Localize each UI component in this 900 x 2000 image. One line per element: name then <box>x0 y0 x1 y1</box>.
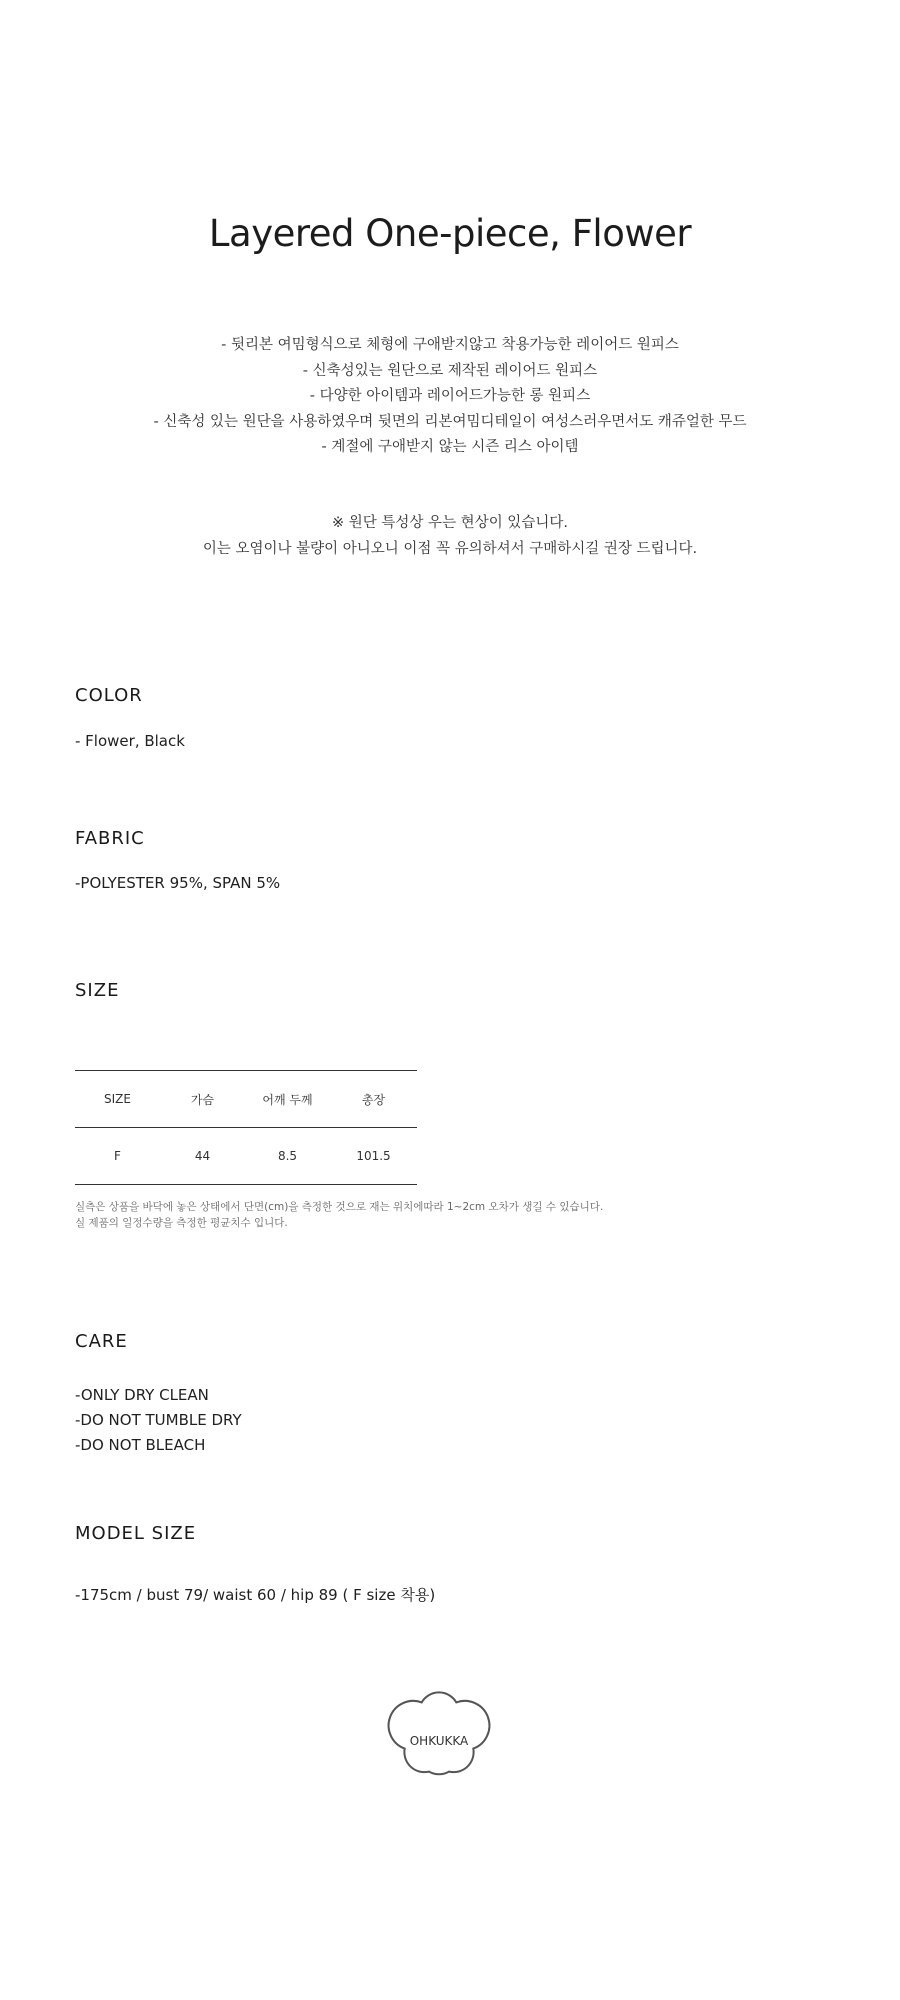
table-header-cell: 가슴 <box>190 1092 215 1107</box>
description-line: - 신축성있는 원단으로 제작된 레이어드 원피스 <box>302 362 598 379</box>
fabric-text: -POLYESTER 95%, SPAN 5% <box>75 874 281 892</box>
care-heading: CARE <box>75 1331 128 1352</box>
logo-text: OHKUKKA <box>409 1734 469 1748</box>
color-text: - Flower, Black <box>75 732 185 750</box>
size-notes <box>75 1199 603 1231</box>
notice-line: 이는 오염이나 불량이 아니오니 이점 꼭 유의하셔서 구매하시길 권장 드립니다. <box>202 540 698 557</box>
table-header-cell: SIZE <box>104 1092 131 1106</box>
table-header-cell: 총장 <box>361 1092 386 1107</box>
table-cell: 44 <box>194 1149 211 1163</box>
size-note-line: 실 제품의 일정수량을 측정한 평균치수 입니다. <box>75 1217 288 1229</box>
fabric-heading: FABRIC <box>75 828 145 849</box>
page-title: Layered One-piece, Flower <box>208 212 692 255</box>
description-line: - 뒷리본 여밈형식으로 체형에 구애받지않고 착용가능한 레이어드 원피스 <box>221 337 679 353</box>
size-heading: SIZE <box>75 980 120 1001</box>
table-cell: 8.5 <box>277 1149 298 1163</box>
table-cell: 101.5 <box>356 1149 391 1163</box>
care-item: -ONLY DRY CLEAN <box>75 1386 209 1404</box>
model-size-heading: MODEL SIZE <box>75 1523 197 1544</box>
flower-logo-icon <box>383 1685 495 1797</box>
product-description <box>0 333 900 461</box>
table-header-cell: 어깨 두께 <box>262 1092 313 1107</box>
table-header-row <box>75 1071 417 1128</box>
notice-line: ※ 원단 특성상 우는 현상이 있습니다. <box>332 515 568 531</box>
fabric-notice <box>0 511 900 562</box>
size-table <box>75 1070 417 1185</box>
description-line: - 신축성 있는 원단을 사용하였우며 뒷면의 리본여밈디테일이 여성스러우면서도 캐쥬얼한 무드 <box>153 413 747 430</box>
color-heading: COLOR <box>75 685 143 706</box>
table-row <box>75 1128 417 1185</box>
care-item: -DO NOT TUMBLE DRY <box>75 1411 242 1429</box>
description-line: - 계절에 구애받지 않는 시즌 리스 아이템 <box>321 439 579 455</box>
description-line: - 다양한 아이템과 레이어드가능한 롱 원피스 <box>309 388 591 404</box>
size-note-line: 실측은 상품을 바닥에 놓은 상태에서 단면(cm)을 측정한 것으로 재는 위치에따라 1~2cm 오차가 생길 수 있습니다. <box>75 1201 604 1213</box>
table-cell: F <box>114 1149 121 1163</box>
care-item: -DO NOT BLEACH <box>75 1436 206 1454</box>
model-size-text: -175cm / bust 79/ waist 60 / hip 89 ( F size 착용) <box>75 1586 436 1604</box>
